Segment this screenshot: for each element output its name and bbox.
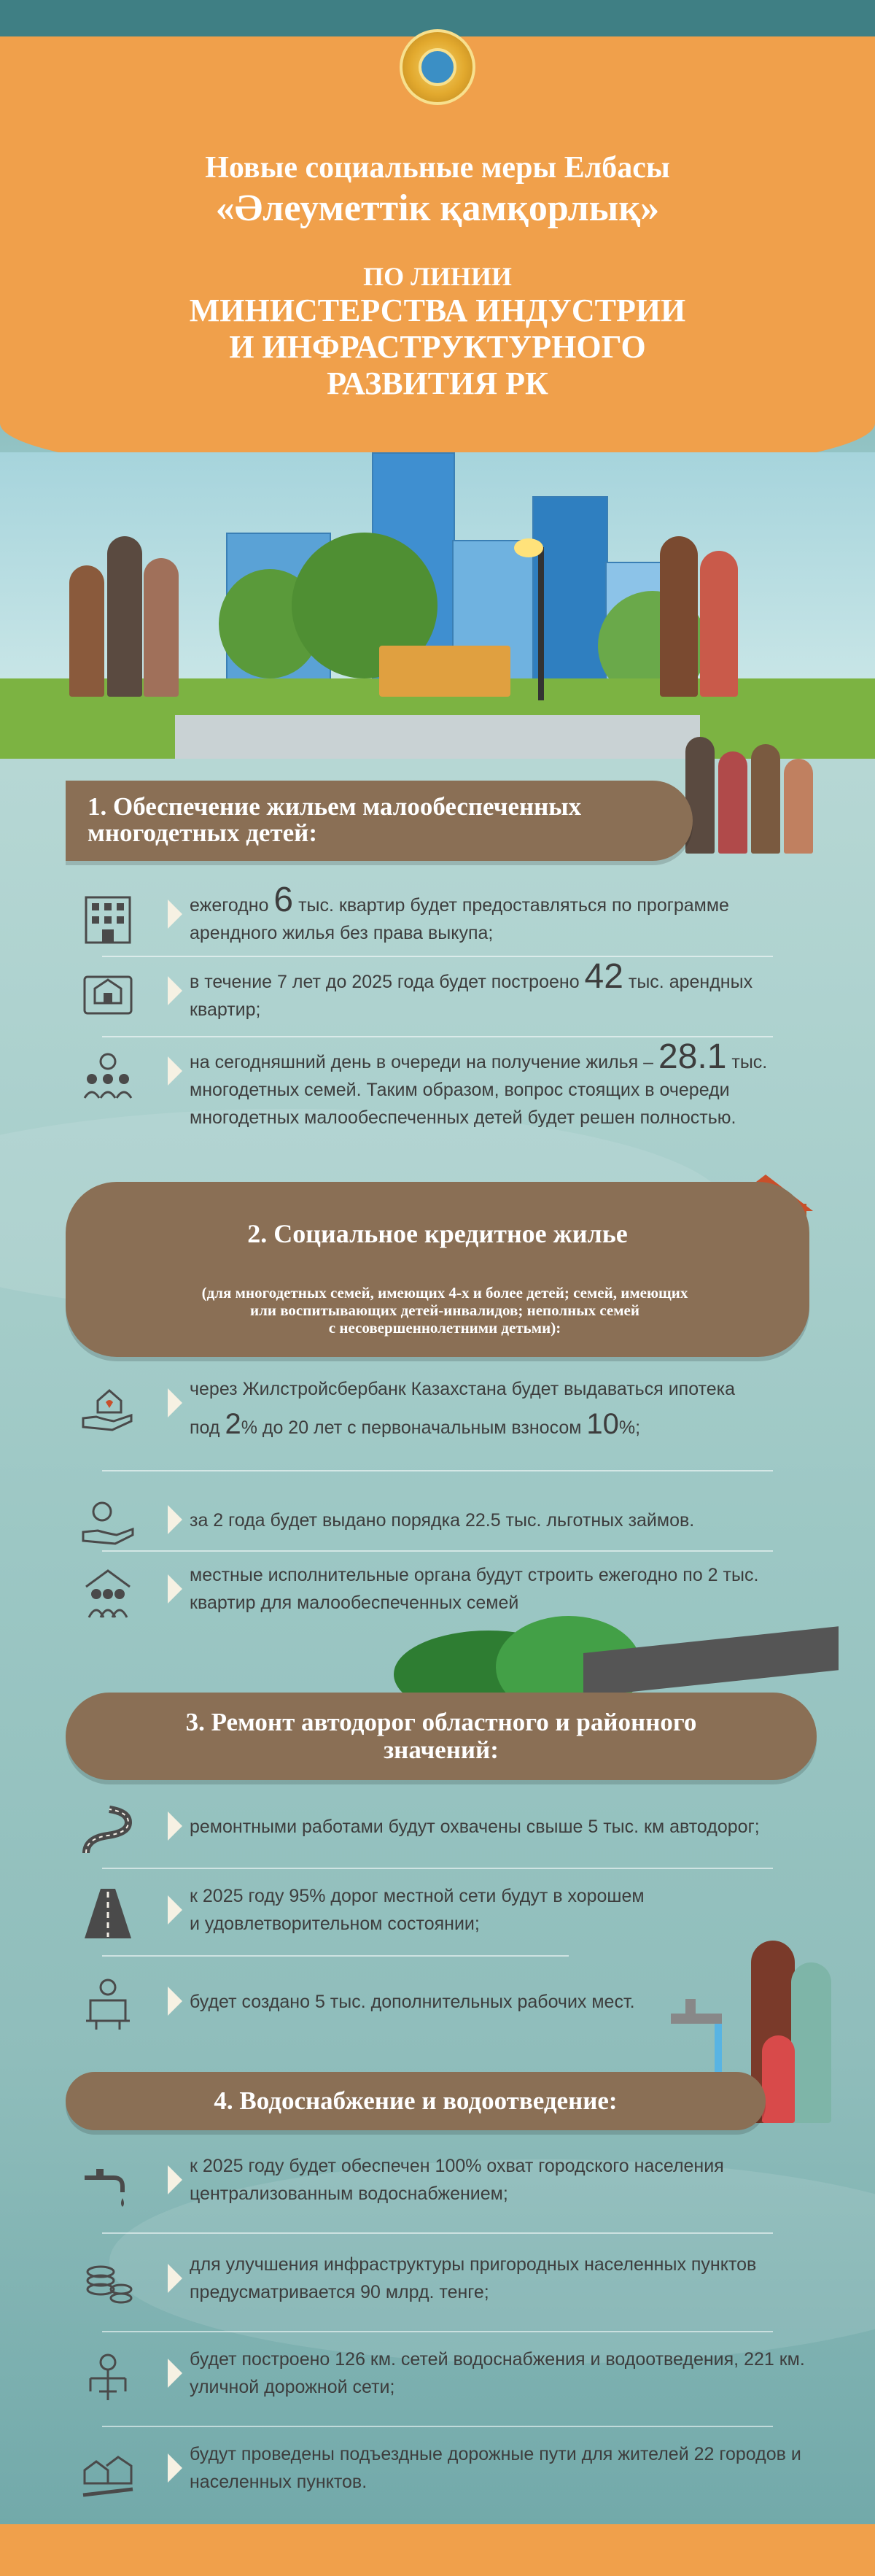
section-1-title-line-1: 1. Обеспечение жильем малообеспеченных — [88, 792, 582, 821]
section-2-item — [73, 1492, 817, 1558]
section-4-item-2-text: для улучшения инфраструктуры пригородных населенных пунктов предусматривается 90 млрд. тенге; — [190, 2254, 757, 2302]
section-3-title-line-1: 3. Ремонт автодорог областного и районного — [185, 1708, 697, 1736]
section-4-title — [66, 2072, 766, 2130]
section-2-item-3-text: местные исполнительные органа будут строить ежегодно по 2 тыс. квартир для малообеспеченных семей — [190, 1565, 759, 1613]
bullet-arrow-icon — [168, 1811, 182, 1841]
section-2-note-line-1: (для многодетных семей, имеющих 4-х и более детей; семей, имеющих — [201, 1284, 688, 1301]
straight-road-icon — [80, 1886, 136, 1941]
divider — [102, 1550, 773, 1552]
bullet-arrow-icon — [168, 2165, 182, 2194]
section-3-title — [66, 1693, 817, 1780]
family-house-icon — [80, 1565, 136, 1620]
coins-stack-icon — [80, 2254, 136, 2310]
section-3-item-3-text: будет создано 5 тыс. дополнительных рабочих мест. — [190, 1992, 635, 2012]
subtitle-line-3: И ИНФРАСТРУКТУРНОГО — [229, 329, 646, 365]
bullet-arrow-icon — [168, 900, 182, 929]
street-lamp-icon — [538, 547, 544, 700]
bullet-arrow-icon — [168, 976, 182, 1005]
bullet-arrow-icon — [168, 1505, 182, 1534]
section-4-item-3-text: будет построено 126 км. сетей водоснабжения и водоотведения, 221 км. уличной дорожной сети; — [190, 2349, 805, 2397]
section-2-item — [73, 1375, 817, 1463]
worker-desk-icon — [80, 1977, 136, 2032]
section-4-item — [73, 2440, 817, 2513]
bench-icon — [379, 646, 510, 697]
divider — [102, 1470, 773, 1471]
section-2-note-line-3: с несовершеннолетними детьми): — [328, 1319, 561, 1337]
village-road-icon — [80, 2444, 136, 2499]
section-1-item-1-text: ежегодно 6 тыс. квартир будет предоставляться по программе арендного жилья без права выкупа; — [190, 881, 729, 943]
bullet-arrow-icon — [168, 2359, 182, 2388]
section-2-item-2-text: за 2 года будет выдано порядка 22.5 тыс. льготных займов. — [190, 1510, 695, 1531]
section-3-item-2-text: к 2025 году 95% дорог местной сети будут в хорошем и удовлетворительном состоянии; — [190, 1886, 645, 1934]
family-location-icon — [80, 1047, 136, 1102]
section-4-item-4-text: будут проведены подъездные дорожные пути для жителей 22 городов и населенных пунктов. — [190, 2444, 801, 2492]
section-3-item-1-text: ремонтными работами будут охвачены свыше 5 тыс. км автодорог; — [190, 1817, 760, 1837]
home-in-hand-icon — [80, 1379, 136, 1434]
section-4-item — [73, 2345, 817, 2418]
young-family-icon — [660, 536, 740, 697]
section-1-item — [73, 881, 817, 952]
section-1-item — [73, 1037, 817, 1153]
section-3-item — [73, 1798, 817, 1864]
divider — [102, 956, 773, 957]
section-4-item — [73, 2251, 817, 2324]
section-4-item — [73, 2152, 817, 2225]
section-1-title-line-2: многодетных детей: — [88, 819, 317, 847]
bullet-arrow-icon — [168, 1987, 182, 2016]
water-network-icon — [80, 2349, 136, 2405]
section-4-title-text: 4. Водоснабжение и водоотведение: — [214, 2086, 618, 2115]
bullet-arrow-icon — [168, 2453, 182, 2483]
title-line-1: Новые социальные меры Елбасы — [205, 151, 670, 185]
city-park-illustration — [0, 452, 875, 759]
section-1-item — [73, 957, 817, 1029]
house-plan-icon — [80, 967, 136, 1022]
section-1-title — [66, 781, 693, 861]
title-block — [73, 150, 802, 402]
divider — [102, 1868, 773, 1869]
road-landscape-illustration — [365, 1609, 839, 1696]
section-4-item-1-text: к 2025 году будет обеспечен 100% охват городского населения централизованным водоснабжением; — [190, 2156, 724, 2204]
bullet-arrow-icon — [168, 1574, 182, 1604]
winding-road-icon — [80, 1802, 136, 1857]
divider — [102, 1955, 569, 1957]
title-line-2: «Әлеуметтік қамқорлық» — [215, 187, 660, 229]
apartment-building-icon — [80, 890, 136, 945]
bottom-band — [0, 2524, 875, 2576]
section-1-item-2-text: в течение 7 лет до 2025 года будет построено 42 тыс. арендных квартир; — [190, 957, 753, 1020]
divider — [102, 2426, 773, 2427]
section-1-item-3-text: на сегодняшний день в очереди на получение жилья – 28.1 тыс. многодетных семей. Таким образом, вопрос стоящих в очереди многодетных малообеспеченных детей будет решен полностью. — [190, 1037, 768, 1128]
bullet-arrow-icon — [168, 1895, 182, 1925]
divider — [102, 2331, 773, 2332]
divider — [102, 2232, 773, 2234]
bullet-arrow-icon — [168, 2264, 182, 2293]
coin-in-hand-icon — [80, 1496, 136, 1551]
section-2-item-1-text: через Жилстройсбербанк Казахстана будет выдаваться ипотека под 2% до 20 лет с первоначальным взносом 10%; — [190, 1379, 736, 1440]
section-2-note — [102, 1284, 788, 1337]
bullet-arrow-icon — [168, 1388, 182, 1417]
subtitle-line-2: МИНИСТЕРСТВА ИНДУСТРИИ — [189, 293, 686, 328]
bullet-arrow-icon — [168, 1056, 182, 1086]
family-group-icon — [685, 722, 817, 854]
grandparents-icon — [69, 536, 179, 697]
section-2-note-line-2: или воспитывающих детей-инвалидов; неполных семей — [250, 1301, 639, 1319]
water-tap-icon — [80, 2156, 136, 2211]
section-3-title-line-2: значений: — [384, 1736, 499, 1764]
subtitle-line-1: ПО ЛИНИИ — [363, 262, 512, 291]
state-emblem-icon — [400, 29, 475, 105]
subtitle-line-4: РАЗВИТИЯ РК — [327, 365, 548, 401]
section-2-title-text: 2. Социальное кредитное жилье — [247, 1219, 628, 1248]
